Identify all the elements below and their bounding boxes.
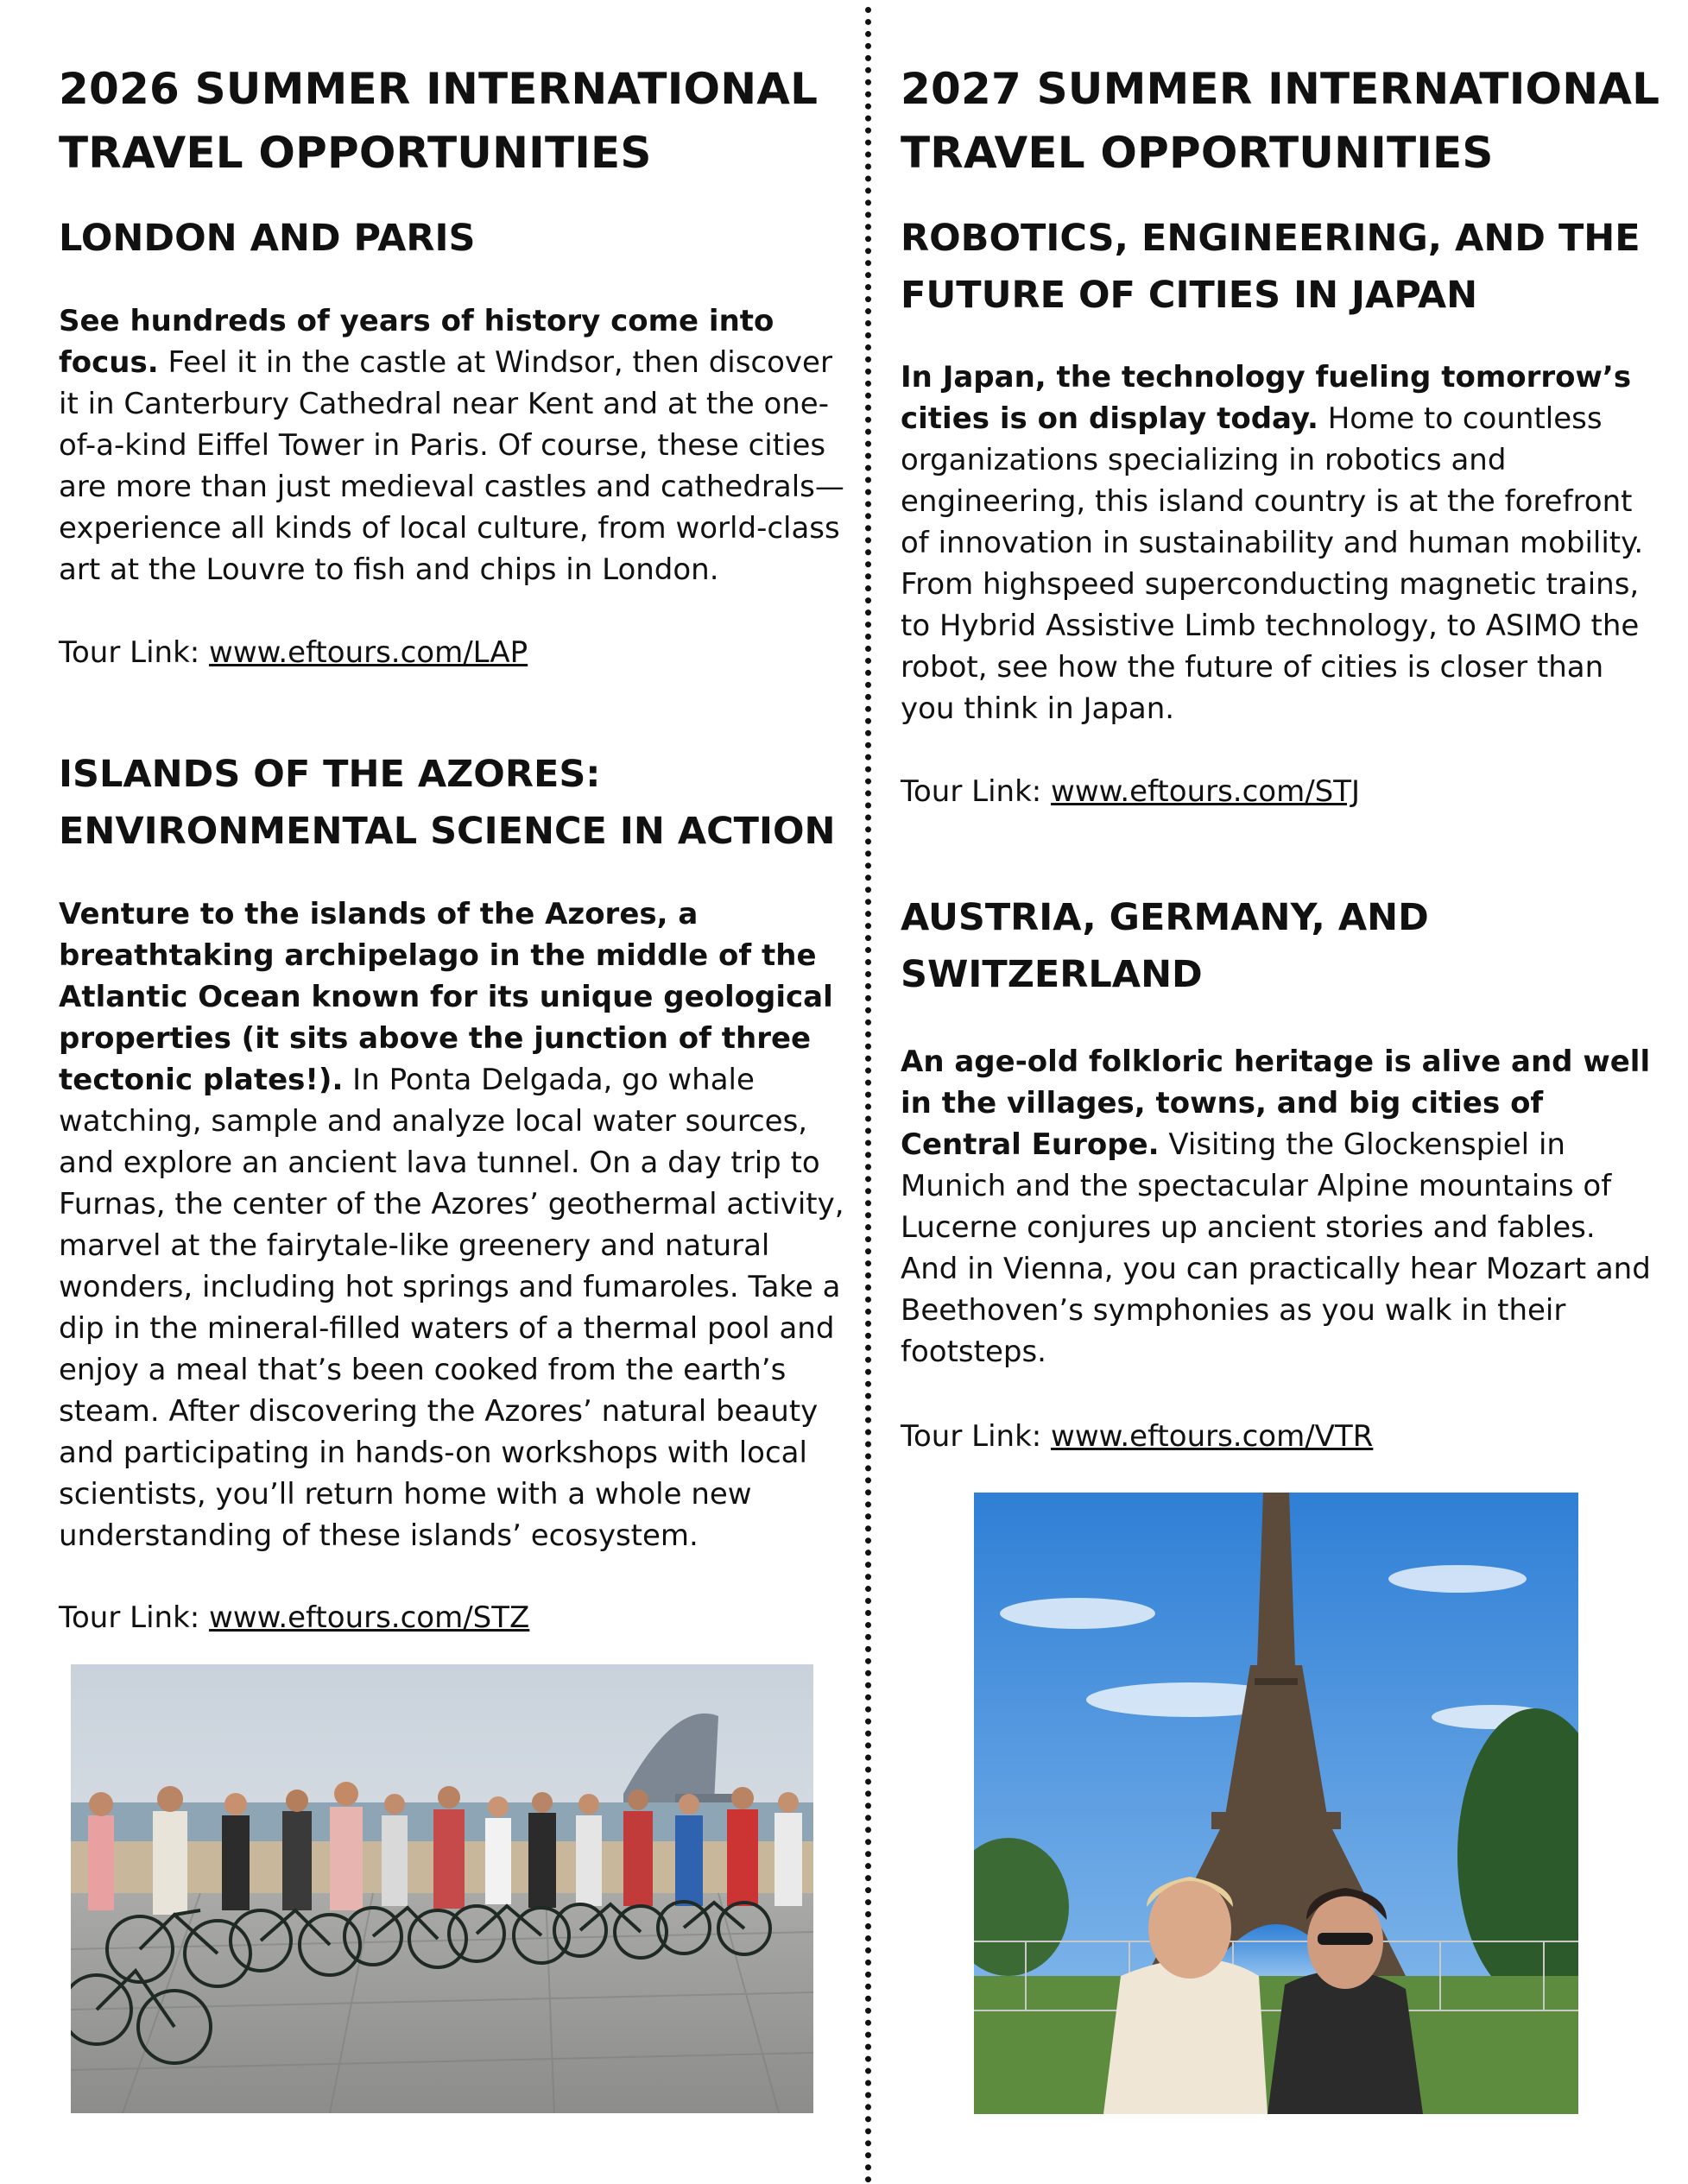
- tour-lead: Venture to the islands of the Azores, a breathtaking archipelago in the middle of the Atlantic Ocean known for its unique geological properties (it sits above the junction of three tectonic plates!).: [59, 897, 833, 1097]
- photo-group-bicycles-beach: [71, 1664, 813, 2113]
- photo-eiffel-tower-travelers: [974, 1493, 1578, 2114]
- tour-body: Home to countless organizations specializing in robotics and engineering, this island country is at the forefront of innovation in sustainability and human mobility. From highspeed superconducting magnetic trains, to Hybrid Assistive Limb technology, to ASIMO the robot, see how the future of cities is closer than you think in Japan.: [901, 401, 1644, 726]
- column-divider: [865, 7, 871, 2184]
- tour-link-label: Tour Link:: [59, 1600, 210, 1635]
- tour-lead: In Japan, the technology fueling tomorrow’s cities is on display today.: [901, 360, 1632, 436]
- tour-body: Visiting the Glockenspiel in Munich and the spectacular Alpine mountains of Lucerne conjures up ancient stories and fables. And in Vienna, you can practically hear Mozart and Beethoven’s symphonies as you walk in their footsteps.: [901, 1127, 1651, 1369]
- tour-body: Feel it in the castle at Windsor, then discover it in Canterbury Cathedral near Kent and at the one-of-a-kind Eiffel Tower in Paris. Of course, these cities are more than just medieval castles and cathedrals—experience all kinds of local culture, from world-class art at the Louvre to fish and chips in London.: [59, 345, 844, 587]
- tour-description-japan: [901, 357, 1660, 729]
- tour-link-stj[interactable]: www.eftours.com/STJ: [1051, 774, 1361, 809]
- tour-link-label: Tour Link:: [901, 1419, 1052, 1454]
- tour-title-austria-germany-switzerland: AUSTRIA, GERMANY, AND SWITZERLAND: [901, 896, 1429, 996]
- tour-link-lap[interactable]: www.eftours.com/LAP: [209, 635, 528, 670]
- tour-description-azores: [59, 893, 849, 1556]
- left-page-heading: 2026 SUMMER INTERNATIONAL TRAVEL OPPORTUNITIES: [59, 64, 819, 178]
- tour-description-austria-germany-switzerland: [901, 1041, 1660, 1373]
- tour-link-line-azores: [59, 1597, 849, 1638]
- right-page-heading: 2027 SUMMER INTERNATIONAL TRAVEL OPPORTUNITIES: [901, 64, 1660, 178]
- tour-description-london-paris: [59, 300, 849, 590]
- tour-link-stz[interactable]: www.eftours.com/STZ: [209, 1600, 530, 1635]
- tour-link-label: Tour Link:: [901, 774, 1052, 809]
- tour-title-japan: ROBOTICS, ENGINEERING, AND THE FUTURE OF CITIES IN JAPAN: [901, 217, 1641, 317]
- tour-link-line-vtr: [901, 1416, 1660, 1457]
- tour-link-label: Tour Link:: [59, 635, 210, 670]
- tour-lead: An age-old folkloric heritage is alive and well in the villages, towns, and big cities of Central Europe.: [901, 1045, 1651, 1162]
- tour-lead: See hundreds of years of history come into focus.: [59, 304, 774, 380]
- tour-title-london-paris: LONDON AND PARIS: [59, 217, 476, 260]
- tour-link-vtr[interactable]: www.eftours.com/VTR: [1051, 1419, 1374, 1454]
- tour-body: In Ponta Delgada, go whale watching, sample and analyze local water sources, and explore an ancient lava tunnel. On a day trip to Furnas, the center of the Azores’ geothermal activity, marvel at the fairytale-like greenery and natural wonders, including hot springs and fumaroles. Take a dip in the mineral-filled waters of a thermal pool and enjoy a meal that’s been cooked from the earth’s steam. After discovering the Azores’ natural beauty and participating in hands-on workshops with local scientists, you’ll return home with a whole new understanding of these islands’ ecosystem.: [59, 1063, 844, 1553]
- tour-link-line-japan: [901, 771, 1660, 812]
- tour-link-line-london-paris: [59, 632, 849, 673]
- tour-title-azores: ISLANDS OF THE AZORES: ENVIRONMENTAL SCIENCE IN ACTION: [59, 753, 836, 853]
